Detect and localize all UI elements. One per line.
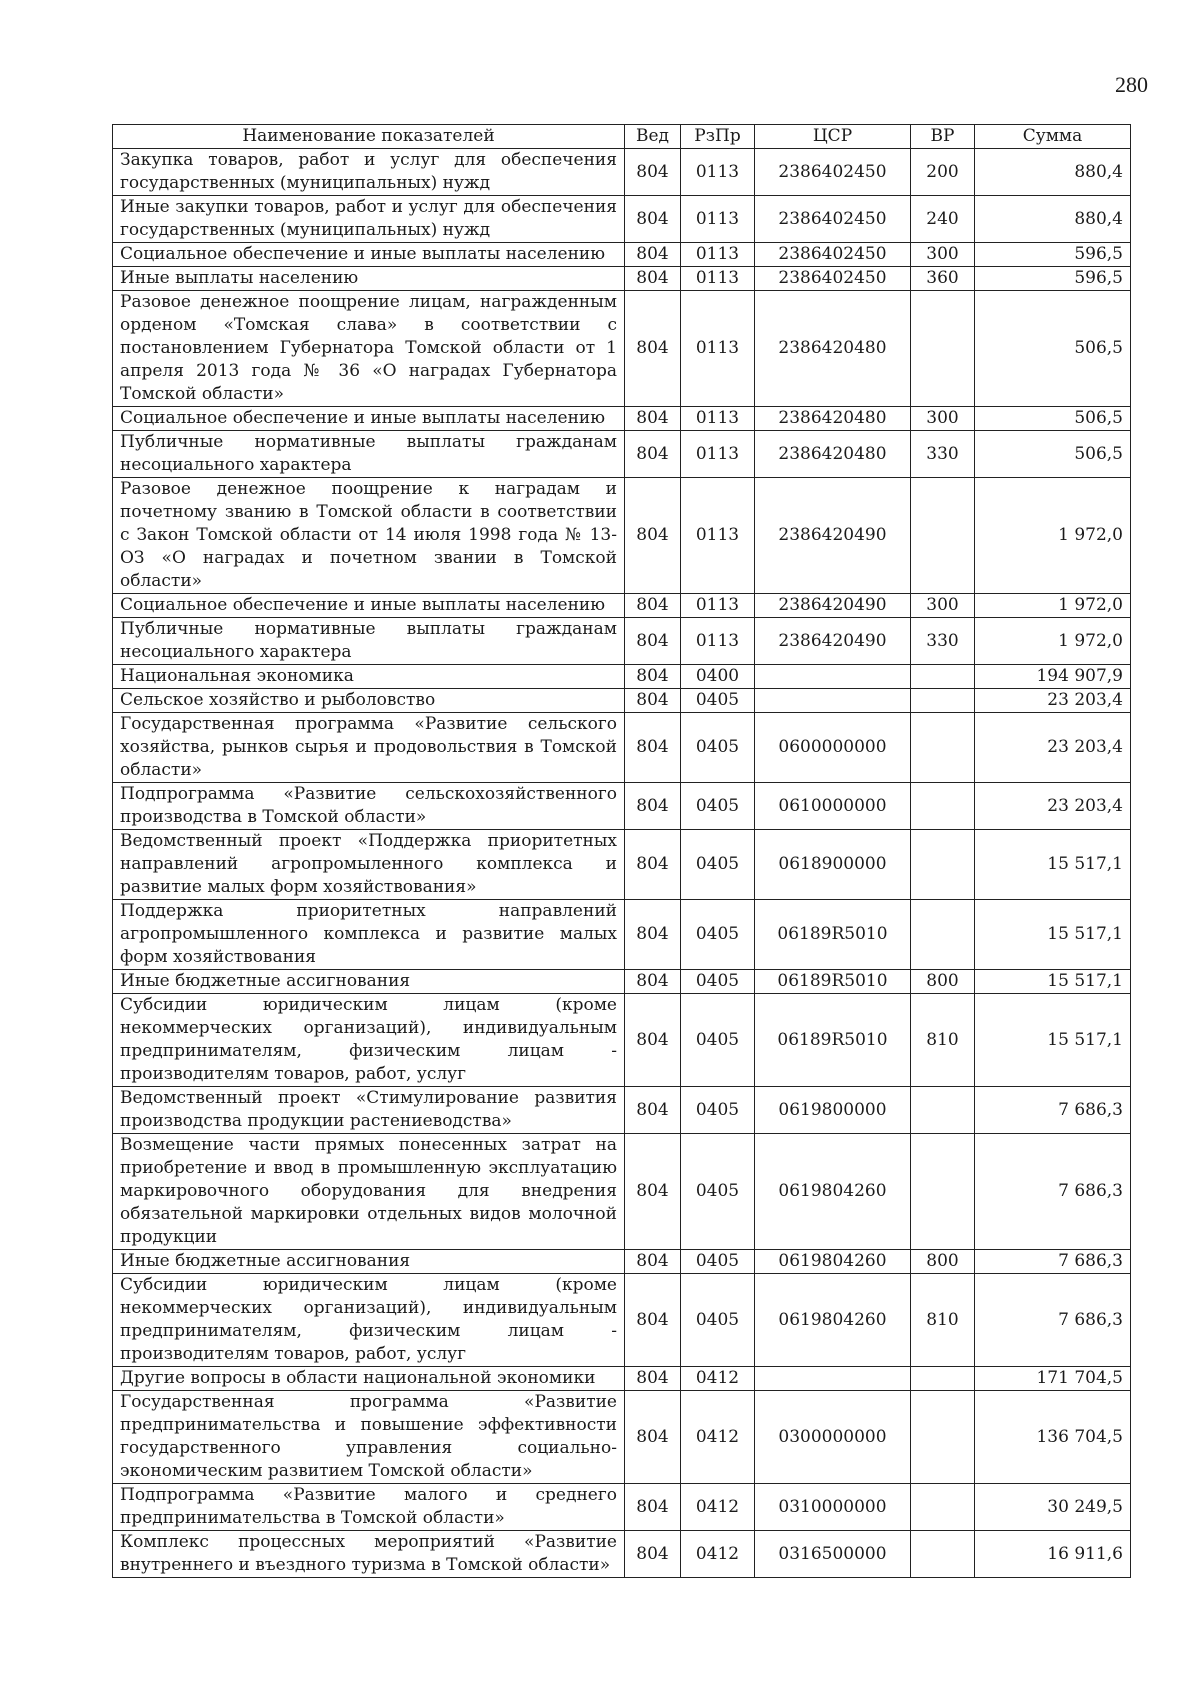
cell-vr [911, 665, 975, 689]
cell-name: Ведомственный проект «Стимулирование развития производства продукции растениеводства» [113, 1087, 625, 1134]
cell-name: Национальная экономика [113, 665, 625, 689]
cell-ved: 804 [625, 478, 681, 594]
cell-name: Иные бюджетные ассигнования [113, 1250, 625, 1274]
cell-vr [911, 1087, 975, 1134]
cell-csr: 0619804260 [755, 1134, 911, 1250]
cell-sum: 23 203,4 [975, 689, 1131, 713]
cell-csr: 0618900000 [755, 830, 911, 900]
table-row [113, 478, 1131, 594]
cell-ved: 804 [625, 1484, 681, 1531]
cell-sum: 1 972,0 [975, 478, 1131, 594]
cell-sum: 30 249,5 [975, 1484, 1131, 1531]
cell-name: Другие вопросы в области национальной экономики [113, 1367, 625, 1391]
cell-rzpr: 0113 [681, 594, 755, 618]
table-row [113, 1484, 1131, 1531]
cell-ved: 804 [625, 243, 681, 267]
cell-csr: 06189R5010 [755, 970, 911, 994]
cell-sum: 16 911,6 [975, 1531, 1131, 1578]
cell-vr [911, 478, 975, 594]
cell-sum: 1 972,0 [975, 618, 1131, 665]
cell-rzpr: 0113 [681, 291, 755, 407]
header-rzpr: РзПр [681, 125, 755, 149]
table-row [113, 1531, 1131, 1578]
cell-rzpr: 0405 [681, 1274, 755, 1367]
cell-rzpr: 0405 [681, 994, 755, 1087]
cell-csr: 2386402450 [755, 196, 911, 243]
cell-rzpr: 0405 [681, 1250, 755, 1274]
table-body [113, 149, 1131, 1578]
table-row [113, 1391, 1131, 1484]
cell-csr: 06189R5010 [755, 900, 911, 970]
cell-csr: 2386402450 [755, 267, 911, 291]
table-row [113, 1250, 1131, 1274]
cell-name: Сельское хозяйство и рыболовство [113, 689, 625, 713]
table-row [113, 267, 1131, 291]
cell-name: Субсидии юридическим лицам (кроме некоммерческих организаций), индивидуальным предпринимателям, физическим лицам - производителям товаров, работ, услуг [113, 994, 625, 1087]
cell-ved: 804 [625, 291, 681, 407]
cell-rzpr: 0113 [681, 267, 755, 291]
cell-name: Подпрограмма «Развитие малого и среднего предпринимательства в Томской области» [113, 1484, 625, 1531]
cell-rzpr: 0113 [681, 149, 755, 196]
cell-rzpr: 0405 [681, 970, 755, 994]
cell-vr: 300 [911, 243, 975, 267]
table-row [113, 407, 1131, 431]
cell-name: Разовое денежное поощрение к наградам и почетному званию в Томской области в соответствии с Закон Томской области от 14 июля 1998 года № 13-ОЗ «О наградах и почетном звании в Томской области» [113, 478, 625, 594]
cell-csr: 2386420490 [755, 478, 911, 594]
table-row [113, 1087, 1131, 1134]
cell-name: Социальное обеспечение и иные выплаты населению [113, 243, 625, 267]
cell-csr: 2386420480 [755, 431, 911, 478]
cell-csr: 0300000000 [755, 1391, 911, 1484]
cell-name: Разовое денежное поощрение лицам, награжденным орденом «Томская слава» в соответствии с постановлением Губернатора Томской области от 1 апреля 2013 года № 36 «О наградах Губернатора Томской области» [113, 291, 625, 407]
cell-rzpr: 0400 [681, 665, 755, 689]
table-row [113, 830, 1131, 900]
cell-vr [911, 1484, 975, 1531]
cell-name: Социальное обеспечение и иные выплаты населению [113, 594, 625, 618]
table-row [113, 243, 1131, 267]
cell-vr [911, 713, 975, 783]
cell-name: Государственная программа «Развитие предпринимательства и повышение эффективности государственного управления социально-экономическим развитием Томской области» [113, 1391, 625, 1484]
cell-rzpr: 0113 [681, 618, 755, 665]
cell-csr: 0619804260 [755, 1274, 911, 1367]
table-row [113, 1134, 1131, 1250]
cell-vr: 810 [911, 1274, 975, 1367]
cell-rzpr: 0405 [681, 689, 755, 713]
cell-rzpr: 0113 [681, 478, 755, 594]
cell-rzpr: 0113 [681, 196, 755, 243]
cell-sum: 15 517,1 [975, 830, 1131, 900]
cell-rzpr: 0405 [681, 713, 755, 783]
budget-table [112, 124, 1131, 1578]
cell-sum: 506,5 [975, 407, 1131, 431]
cell-name: Иные закупки товаров, работ и услуг для обеспечения государственных (муниципальных) нужд [113, 196, 625, 243]
header-csr: ЦСР [755, 125, 911, 149]
cell-vr [911, 1391, 975, 1484]
cell-rzpr: 0412 [681, 1484, 755, 1531]
cell-rzpr: 0405 [681, 830, 755, 900]
cell-vr: 300 [911, 594, 975, 618]
cell-name: Закупка товаров, работ и услуг для обеспечения государственных (муниципальных) нужд [113, 149, 625, 196]
cell-vr [911, 1134, 975, 1250]
cell-ved: 804 [625, 713, 681, 783]
cell-rzpr: 0405 [681, 900, 755, 970]
table-row [113, 149, 1131, 196]
cell-sum: 1 972,0 [975, 594, 1131, 618]
cell-vr: 360 [911, 267, 975, 291]
cell-vr [911, 689, 975, 713]
cell-ved: 804 [625, 1531, 681, 1578]
header-sum: Сумма [975, 125, 1131, 149]
cell-sum: 880,4 [975, 196, 1131, 243]
table-row [113, 196, 1131, 243]
cell-name: Возмещение части прямых понесенных затрат на приобретение и ввод в промышленную эксплуатацию маркировочного оборудования для внедрения обязательной маркировки отдельных видов молочной продукции [113, 1134, 625, 1250]
table-row [113, 994, 1131, 1087]
cell-rzpr: 0412 [681, 1531, 755, 1578]
cell-csr: 06189R5010 [755, 994, 911, 1087]
cell-sum: 15 517,1 [975, 994, 1131, 1087]
table-row [113, 431, 1131, 478]
cell-vr: 800 [911, 970, 975, 994]
cell-ved: 804 [625, 196, 681, 243]
cell-sum: 23 203,4 [975, 783, 1131, 830]
cell-name: Социальное обеспечение и иные выплаты населению [113, 407, 625, 431]
cell-csr: 0619800000 [755, 1087, 911, 1134]
table-row [113, 783, 1131, 830]
cell-name: Публичные нормативные выплаты гражданам несоциального характера [113, 431, 625, 478]
table-row [113, 291, 1131, 407]
cell-rzpr: 0405 [681, 1087, 755, 1134]
cell-name: Субсидии юридическим лицам (кроме некоммерческих организаций), индивидуальным предпринимателям, физическим лицам - производителям товаров, работ, услуг [113, 1274, 625, 1367]
cell-vr: 800 [911, 1250, 975, 1274]
table-row [113, 689, 1131, 713]
cell-csr: 2386402450 [755, 149, 911, 196]
cell-rzpr: 0405 [681, 783, 755, 830]
table-header [113, 125, 1131, 149]
cell-sum: 171 704,5 [975, 1367, 1131, 1391]
cell-sum: 7 686,3 [975, 1250, 1131, 1274]
cell-csr: 2386420480 [755, 407, 911, 431]
cell-vr: 330 [911, 431, 975, 478]
cell-csr: 0316500000 [755, 1531, 911, 1578]
cell-vr [911, 1367, 975, 1391]
cell-sum: 7 686,3 [975, 1274, 1131, 1367]
cell-csr [755, 689, 911, 713]
cell-name: Поддержка приоритетных направлений агропромышленного комплекса и развитие малых форм хозяйствования [113, 900, 625, 970]
cell-vr: 300 [911, 407, 975, 431]
cell-ved: 804 [625, 1274, 681, 1367]
header-row [113, 125, 1131, 149]
cell-name: Публичные нормативные выплаты гражданам несоциального характера [113, 618, 625, 665]
cell-ved: 804 [625, 1087, 681, 1134]
cell-ved: 804 [625, 689, 681, 713]
cell-ved: 804 [625, 970, 681, 994]
cell-csr: 0600000000 [755, 713, 911, 783]
cell-ved: 804 [625, 994, 681, 1087]
cell-vr [911, 900, 975, 970]
cell-name: Иные бюджетные ассигнования [113, 970, 625, 994]
cell-ved: 804 [625, 830, 681, 900]
cell-ved: 804 [625, 1367, 681, 1391]
table-row [113, 1274, 1131, 1367]
cell-sum: 23 203,4 [975, 713, 1131, 783]
cell-name: Государственная программа «Развитие сельского хозяйства, рынков сырья и продовольствия в Томской области» [113, 713, 625, 783]
cell-sum: 7 686,3 [975, 1134, 1131, 1250]
cell-name: Подпрограмма «Развитие сельскохозяйственного производства в Томской области» [113, 783, 625, 830]
cell-csr: 2386420490 [755, 618, 911, 665]
header-name: Наименование показателей [113, 125, 625, 149]
cell-ved: 804 [625, 900, 681, 970]
cell-vr: 810 [911, 994, 975, 1087]
cell-ved: 804 [625, 618, 681, 665]
cell-ved: 804 [625, 1134, 681, 1250]
cell-sum: 7 686,3 [975, 1087, 1131, 1134]
cell-ved: 804 [625, 665, 681, 689]
cell-sum: 15 517,1 [975, 900, 1131, 970]
table-row [113, 594, 1131, 618]
cell-ved: 804 [625, 594, 681, 618]
cell-ved: 804 [625, 267, 681, 291]
cell-vr [911, 830, 975, 900]
cell-vr [911, 1531, 975, 1578]
table-row [113, 900, 1131, 970]
cell-csr: 0310000000 [755, 1484, 911, 1531]
cell-name: Комплекс процессных мероприятий «Развитие внутреннего и въездного туризма в Томской области» [113, 1531, 625, 1578]
cell-sum: 596,5 [975, 243, 1131, 267]
cell-vr [911, 783, 975, 830]
cell-rzpr: 0412 [681, 1367, 755, 1391]
cell-ved: 804 [625, 149, 681, 196]
cell-csr [755, 1367, 911, 1391]
cell-sum: 506,5 [975, 291, 1131, 407]
cell-sum: 596,5 [975, 267, 1131, 291]
cell-ved: 804 [625, 407, 681, 431]
cell-vr: 240 [911, 196, 975, 243]
cell-csr: 2386420480 [755, 291, 911, 407]
cell-name: Иные выплаты населению [113, 267, 625, 291]
cell-vr [911, 291, 975, 407]
page-number: 280 [1115, 72, 1148, 97]
cell-ved: 804 [625, 1250, 681, 1274]
table-row [113, 618, 1131, 665]
cell-rzpr: 0412 [681, 1391, 755, 1484]
cell-csr: 0619804260 [755, 1250, 911, 1274]
table-row [113, 665, 1131, 689]
cell-sum: 136 704,5 [975, 1391, 1131, 1484]
cell-sum: 880,4 [975, 149, 1131, 196]
cell-csr [755, 665, 911, 689]
table-row [113, 1367, 1131, 1391]
cell-ved: 804 [625, 431, 681, 478]
cell-vr: 200 [911, 149, 975, 196]
table-row [113, 970, 1131, 994]
cell-sum: 506,5 [975, 431, 1131, 478]
cell-rzpr: 0113 [681, 407, 755, 431]
header-ved: Вед [625, 125, 681, 149]
header-vr: ВР [911, 125, 975, 149]
cell-ved: 804 [625, 783, 681, 830]
cell-rzpr: 0113 [681, 243, 755, 267]
cell-ved: 804 [625, 1391, 681, 1484]
cell-csr: 2386420490 [755, 594, 911, 618]
cell-rzpr: 0405 [681, 1134, 755, 1250]
cell-csr: 2386402450 [755, 243, 911, 267]
cell-vr: 330 [911, 618, 975, 665]
cell-rzpr: 0113 [681, 431, 755, 478]
cell-csr: 0610000000 [755, 783, 911, 830]
cell-sum: 194 907,9 [975, 665, 1131, 689]
table-row [113, 713, 1131, 783]
cell-name: Ведомственный проект «Поддержка приоритетных направлений агропромыленного комплекса и развитие малых форм хозяйствования» [113, 830, 625, 900]
cell-sum: 15 517,1 [975, 970, 1131, 994]
